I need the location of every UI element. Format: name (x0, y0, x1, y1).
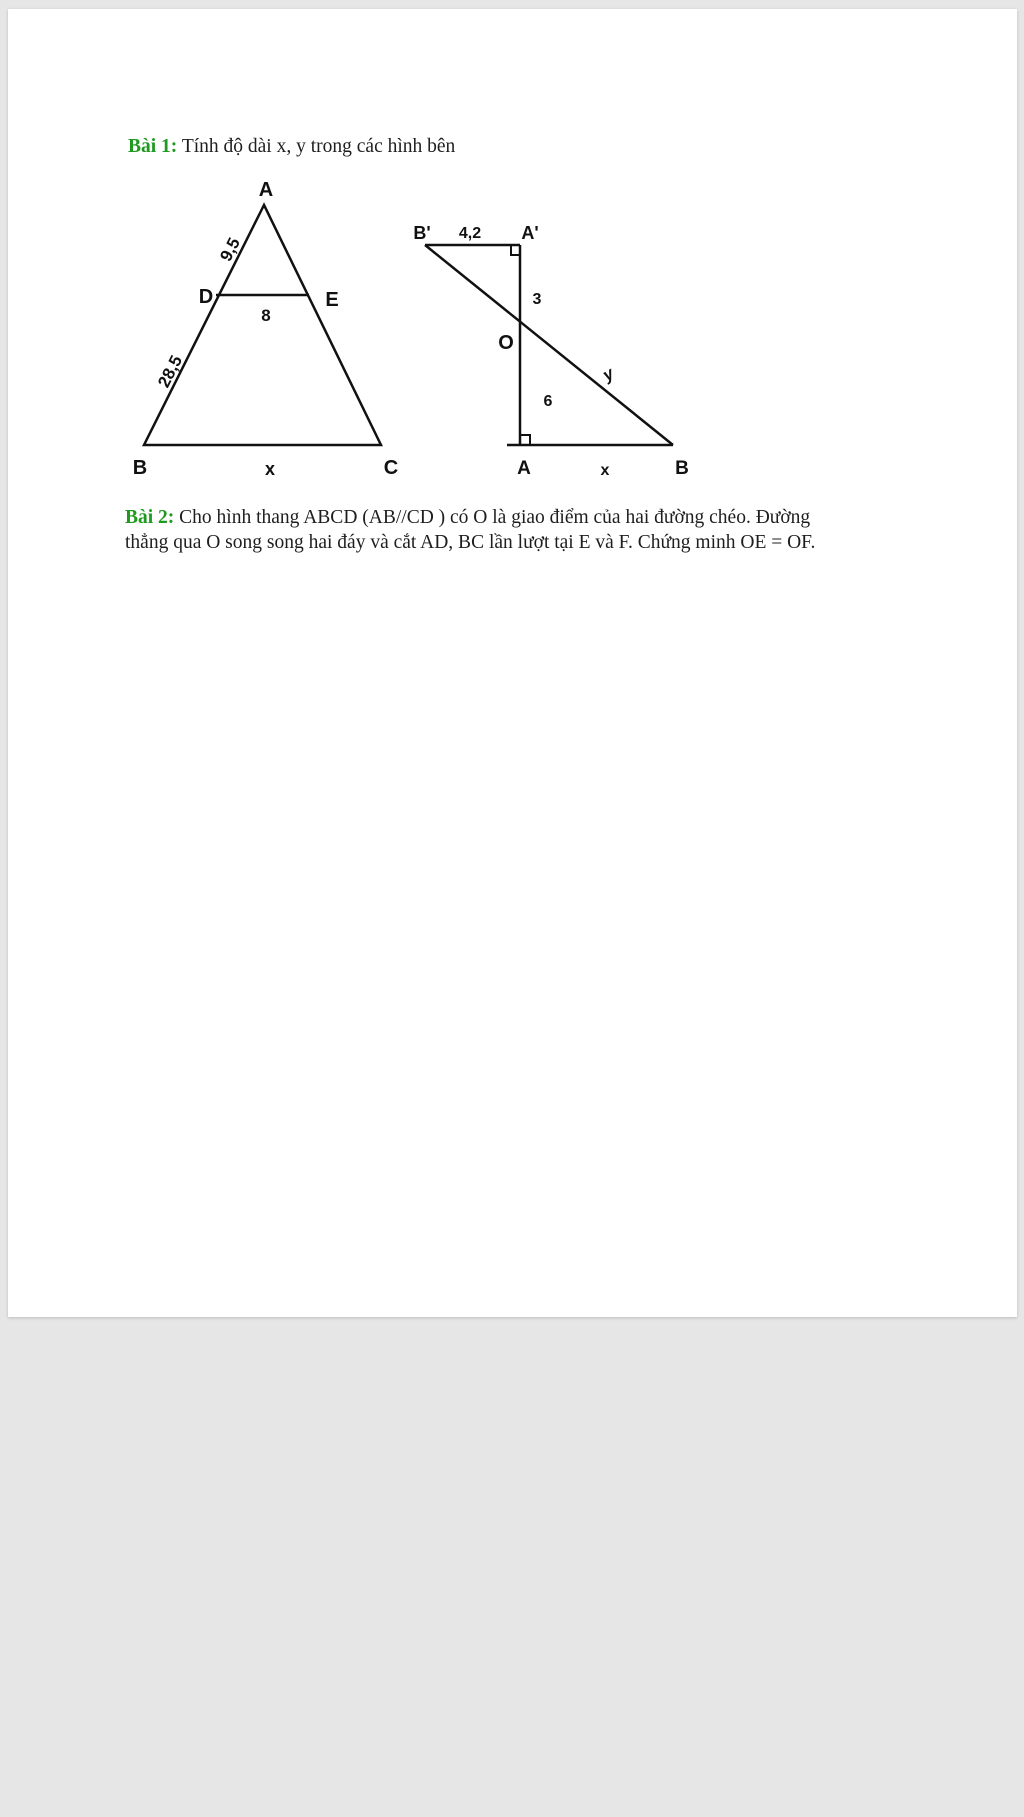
vertex-a-label: A (258, 179, 274, 201)
length-bc-label: x (264, 459, 276, 479)
exercise-1-text: Tính độ dài x, y trong các hình bên (181, 136, 456, 157)
length-o-a-label: 6 (543, 393, 553, 410)
right-angle-a-icon (520, 435, 530, 445)
length-ad-label: 9,5 (216, 234, 244, 265)
exercise-2-label: Bài 2: (125, 507, 175, 528)
exercise-2-line-2: thẳng qua O song song hai đáy và cắt AD, BC lần lượt tại E và F. Chứng minh OE = OF. (125, 532, 816, 553)
vertex-b-label: B (675, 458, 689, 479)
length-a-b-label: x (600, 462, 610, 479)
vertex-bp-label: B' (413, 223, 431, 243)
vertex-b-label: B (132, 457, 148, 479)
length-bp-ap-label: 4,2 (458, 225, 482, 242)
vertex-a-label: A (517, 458, 531, 479)
exercise-1-figures (8, 9, 1017, 1317)
crossed-triangles-figure (413, 223, 689, 479)
length-o-b-label: y (599, 363, 618, 385)
exercise-2-text-line-1: Cho hình thang ABCD (AB//CD ) có O là giao điểm của hai đường chéo. Đường (179, 507, 811, 528)
vertex-d-label: D (198, 286, 214, 308)
exercise-1-label: Bài 1: (128, 136, 178, 157)
length-de-label: 8 (261, 306, 271, 325)
triangle-figure (133, 179, 398, 479)
length-db-label: 28,5 (154, 352, 187, 391)
vertex-c-label: C (383, 457, 399, 479)
document-page (8, 9, 1017, 1317)
vertex-e-label: E (325, 289, 339, 311)
right-angle-ap-icon (511, 245, 520, 255)
segment-bp-b (425, 245, 673, 445)
triangle-abc (144, 205, 381, 445)
vertex-o-label: O (498, 332, 514, 354)
exercise-2-line-1 (125, 508, 810, 528)
vertex-ap-label: A' (521, 223, 539, 243)
length-ap-o-label: 3 (532, 291, 542, 308)
